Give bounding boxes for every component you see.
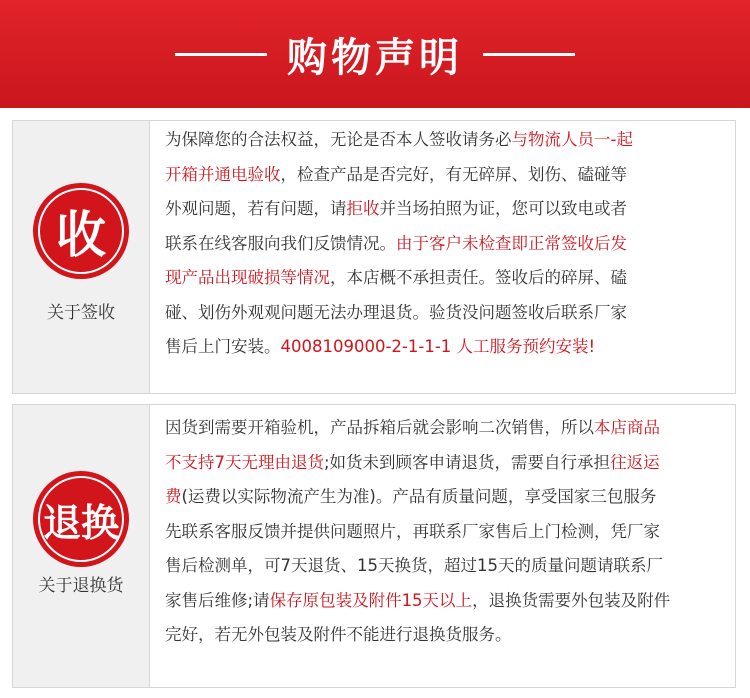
header-banner [0,0,750,108]
title-left-line [175,53,267,56]
body-text: 售后上门安装。 [165,337,281,356]
text-line [165,192,727,227]
section-label-panel [13,405,150,687]
text-line [165,584,727,619]
section-sign-for [12,120,736,394]
highlight-text: 拒收 [346,199,380,218]
body-text: 并当场拍照为证，您可以致电或者 [379,199,627,218]
highlight-text: 现产品出现破损等情况 [165,268,330,287]
section-caption: 关于退换货 [38,576,124,596]
body-text: 先联系客服反馈并提供问题照片，再联系厂家售后上门检测，凭厂家 [165,521,660,541]
highlight-text: 4008109000-2-1-1-1 人工服务预约安装! [280,337,596,356]
body-text: 家售后维修;请 [165,590,270,610]
text-line [165,446,727,481]
body-text: 售后检测单，可7天退货、15天换货，超过15天的质量问题请联系厂 [165,556,663,575]
body-text: 联系在线客服向我们反馈情况。 [165,233,396,253]
text-line [165,261,727,296]
body-text: ，检查产品是否完好，有无碎屏、划伤、磕碰等 [280,164,627,184]
section-label-panel [13,121,150,393]
highlight-text: 开箱并通电验收 [165,164,281,184]
highlight-text: 往返运 [610,452,660,472]
body-text: 碰、划伤外观观问题无法办理退货。验货没问题签收后联系厂家 [165,302,627,322]
highlight-text: 由于客户未检查即正常签收后发 [396,233,627,253]
section-body [165,123,727,365]
body-text: 完好，若无外包装及附件不能进行退换货服务。 [165,625,512,644]
text-line [165,618,727,653]
section-returns [12,404,736,688]
text-line [165,227,727,262]
return-badge-icon [33,471,129,567]
highlight-text: 费 [165,487,182,506]
sign-badge-icon [33,183,129,279]
body-text: ;如货未到顾客申请退货，需要自行承担 [324,452,611,472]
section-body [165,411,727,653]
text-line [165,480,727,515]
body-text: ，退换货需要外包装及附件 [472,590,671,610]
text-line [165,330,727,365]
body-text: 为保障您的合法权益，无论是否本人签收请务必 [165,130,512,149]
page-title: 购物声明 [287,34,463,81]
badge-text: 收 [56,206,106,264]
text-line [165,549,727,584]
text-line [165,123,727,158]
text-line [165,515,727,550]
text-line [165,296,727,331]
body-text: 因货到需要开箱验机，产品拆箱后就会影响二次销售，所以 [165,418,594,437]
body-text: ，本店概不承担责任。签收后的碎屏、磕 [330,268,627,287]
badge-text: 退换 [42,500,119,545]
highlight-text: 本店商品 [594,418,660,437]
body-text: (运费以实际物流产生为准)。产品有质量问题，享受国家三包服务 [181,487,657,506]
body-text: 外观问题，若有问题，请 [165,199,347,218]
title-right-line [483,53,575,56]
highlight-text: 不支持7天无理由退货 [165,452,324,472]
highlight-text: 与物流人员一-起 [511,130,633,149]
text-line [165,158,727,193]
text-line [165,411,727,446]
section-caption: 关于签收 [47,303,115,323]
highlight-text: 保存原包装及附件15天以上 [269,590,473,610]
